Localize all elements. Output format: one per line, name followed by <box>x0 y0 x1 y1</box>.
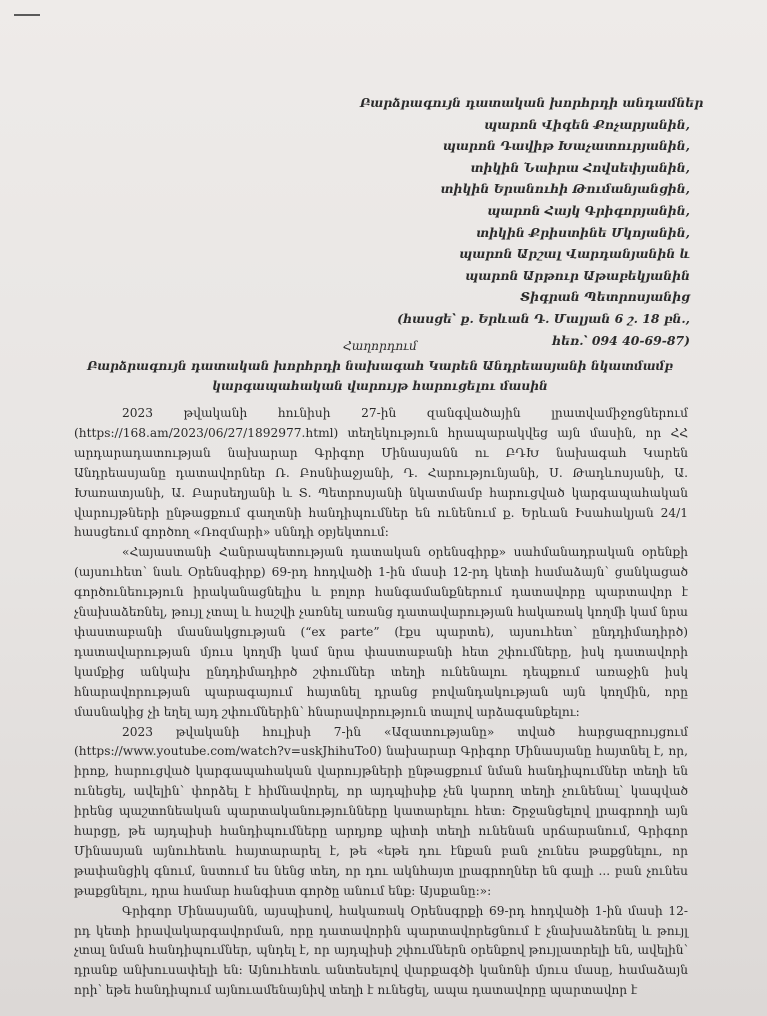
addressee-line: պարոն Դավիթ Խաչատուրյանին, <box>442 138 690 154</box>
addressee-line: տիկին Նաիրա Հովսեփյանին, <box>470 159 690 175</box>
staple-mark <box>14 14 40 16</box>
body-paragraph: 2023 թվականի հունիսի 27-ին զանգվածային լրատվամիջոցներում (https://168.am/2023/06/27/1892977.html) տեղեկություն հրապարակվեց այն մասին, որ ՀՀ արդարադատության նախարար Գրիգոր Մինասյանն ու ԲԴԽ նախագահ Կարեն Անդրեասյանը դատավորներ Ռ. Բոսնիաջյանի, Դ. Հարությունյանի, Ս. Թադևոսյանի, Ա. Խառատյանի, Ա. Բարսեղյանի և Տ. Պետրոսյանի նկատմամբ հարուցված կարգապահական վարույթների ընթացքում գաղտնի հանդիպումներ են ունենում ք. Երևան Իսահակյան 24/1 հասցեում գործող «Ռոզմարի» սննդի օբյեկտում: <box>74 406 688 540</box>
document-title <box>72 336 688 396</box>
body-paragraph: Գրիգոր Մինասյանն, այսպիսով, հակառակ Օրենսգրքի 69-րդ հոդվածի 1-ին մասի 12-րդ կետի իրավակարգավորման, որը դատավորին պարտավորեցնում է չնախաձեռնել և թույլ չտալ նման հանդիպումներ, պնդել է, որ այդպիսի շփումներն օրենքով թույլատրելի են, ավելին՝ դրանք անխուսափելի են: Այնուհետև անտեսելով վարքագծի կանոնի մյուս մասը, համաձայն որի՝ եթե հանդիպում այնուամենայնիվ տեղի է ունեցել, ապա դատավորը պարտավոր է <box>74 903 688 998</box>
addressee-line: տիկին Քրիստինե Մկոյանին, <box>476 224 690 240</box>
addressee-line: տիկին Երանուհի Թումանյանցին, <box>440 181 690 197</box>
addressee-line: պարոն Արշալ Վարդանյանին և <box>459 246 690 262</box>
body-paragraph: 2023 թվականի հուլիսի 7-ին «Ազատությանը» տված հարցազրույցում (https://www.youtube.com/watch?v=uskJhihuTo0) նախարար Գրիգոր Մինասյանը հայտնել է, որ, իրոք, հարուցված կարգապահական վարույթների ընթացքում նման հանդիպումներ տեղի են ունեցել, ավելին՝ փորձել է հիմնավորել, որ այդպիսիք չեն կարող տեղի չունենալ՝ կապված իրենց պաշտոնեական պարտականությունները կատարելու հետ: Շրջանցելով լրագրողի այն հարցը, թե այդպիսի հանդիպումները արդյոք պիտի տեղի ունենան սրճարանում, Գրիգոր Մինասյան այնուհետև հայտարարել է, թե «եթե դու էնքան բան չունես թաքցնելու, որ թափանցիկ գնում, նստում ես նենց տեղ, որ դու ակնհայտ լրագրողներ են գալի ... բան չունես թաքցնելու, դրա համար հանգիստ գործը անում ենք: Այսքանը:»: <box>74 724 688 898</box>
title-subject-line: Բարձրագույն դատական խորհրդի նախագահ Կարեն Անդրեասյանի նկատմամբ <box>87 359 673 373</box>
addressee-line: պարոն Հայկ Գրիգորյանին, <box>487 202 690 218</box>
sender-address: (հասցե՝ ք. Երևան Դ. Մալյան 6 շ. 18 բն., <box>397 310 690 326</box>
addressee-line: պարոն Արթուր Աթաբեկյանին <box>465 267 690 283</box>
addressee-line: պարոն Վիգեն Քոչարյանին, <box>484 116 690 132</box>
title-subject-line: կարգապահական վարույթ հարուցելու մասին <box>212 379 548 393</box>
title-heading: Հաղորդում <box>343 339 417 353</box>
addressee-block <box>360 92 704 351</box>
body-paragraph: «Հայաստանի Հանրապետության դատական օրենսգիրք» սահմանադրական օրենքի (այսուհետ՝ նաև Օրենսգիրք) 69-րդ հոդվածի 1-ին մասի 12-րդ կետի համաձայն՝ ցանկացած գործունեություն իրականացնելիս և բոլոր հանգամանքներում դատավորը պարտավոր է չնախաձեռնել, թույլ չտալ և հաշվի չառնել առանց դատավարության հակառակ կողմի կամ նրա փաստաբանի մասնակցության (“ex parte” (էքս պարտե), այսուհետ՝ ընդդիմադիրծ) դատավարության մյուս կողմի կամ նրա փաստաբանի հետ շփումները, իսկ դատավորի կամքից անկախ ընդդիմադիրծ շփումներ տեղի ունենալու դեպքում առաջին իսկ հնարավորության պարագայում հայտնել դրանց բովանդակության այն կողմին, որը մասնակից չի եղել այդ շփումներին՝ հնարավորություն տալով արձագանքելու: <box>74 545 688 719</box>
document-body <box>74 404 688 1001</box>
sender-name: Տիգրան Պետրոսյանից <box>520 289 690 305</box>
addressee-line: Բարձրագույն դատական խորհրդի անդամներ <box>360 95 704 110</box>
sender-phone: հեռ.՝ 094 40-69-87) <box>551 332 690 348</box>
